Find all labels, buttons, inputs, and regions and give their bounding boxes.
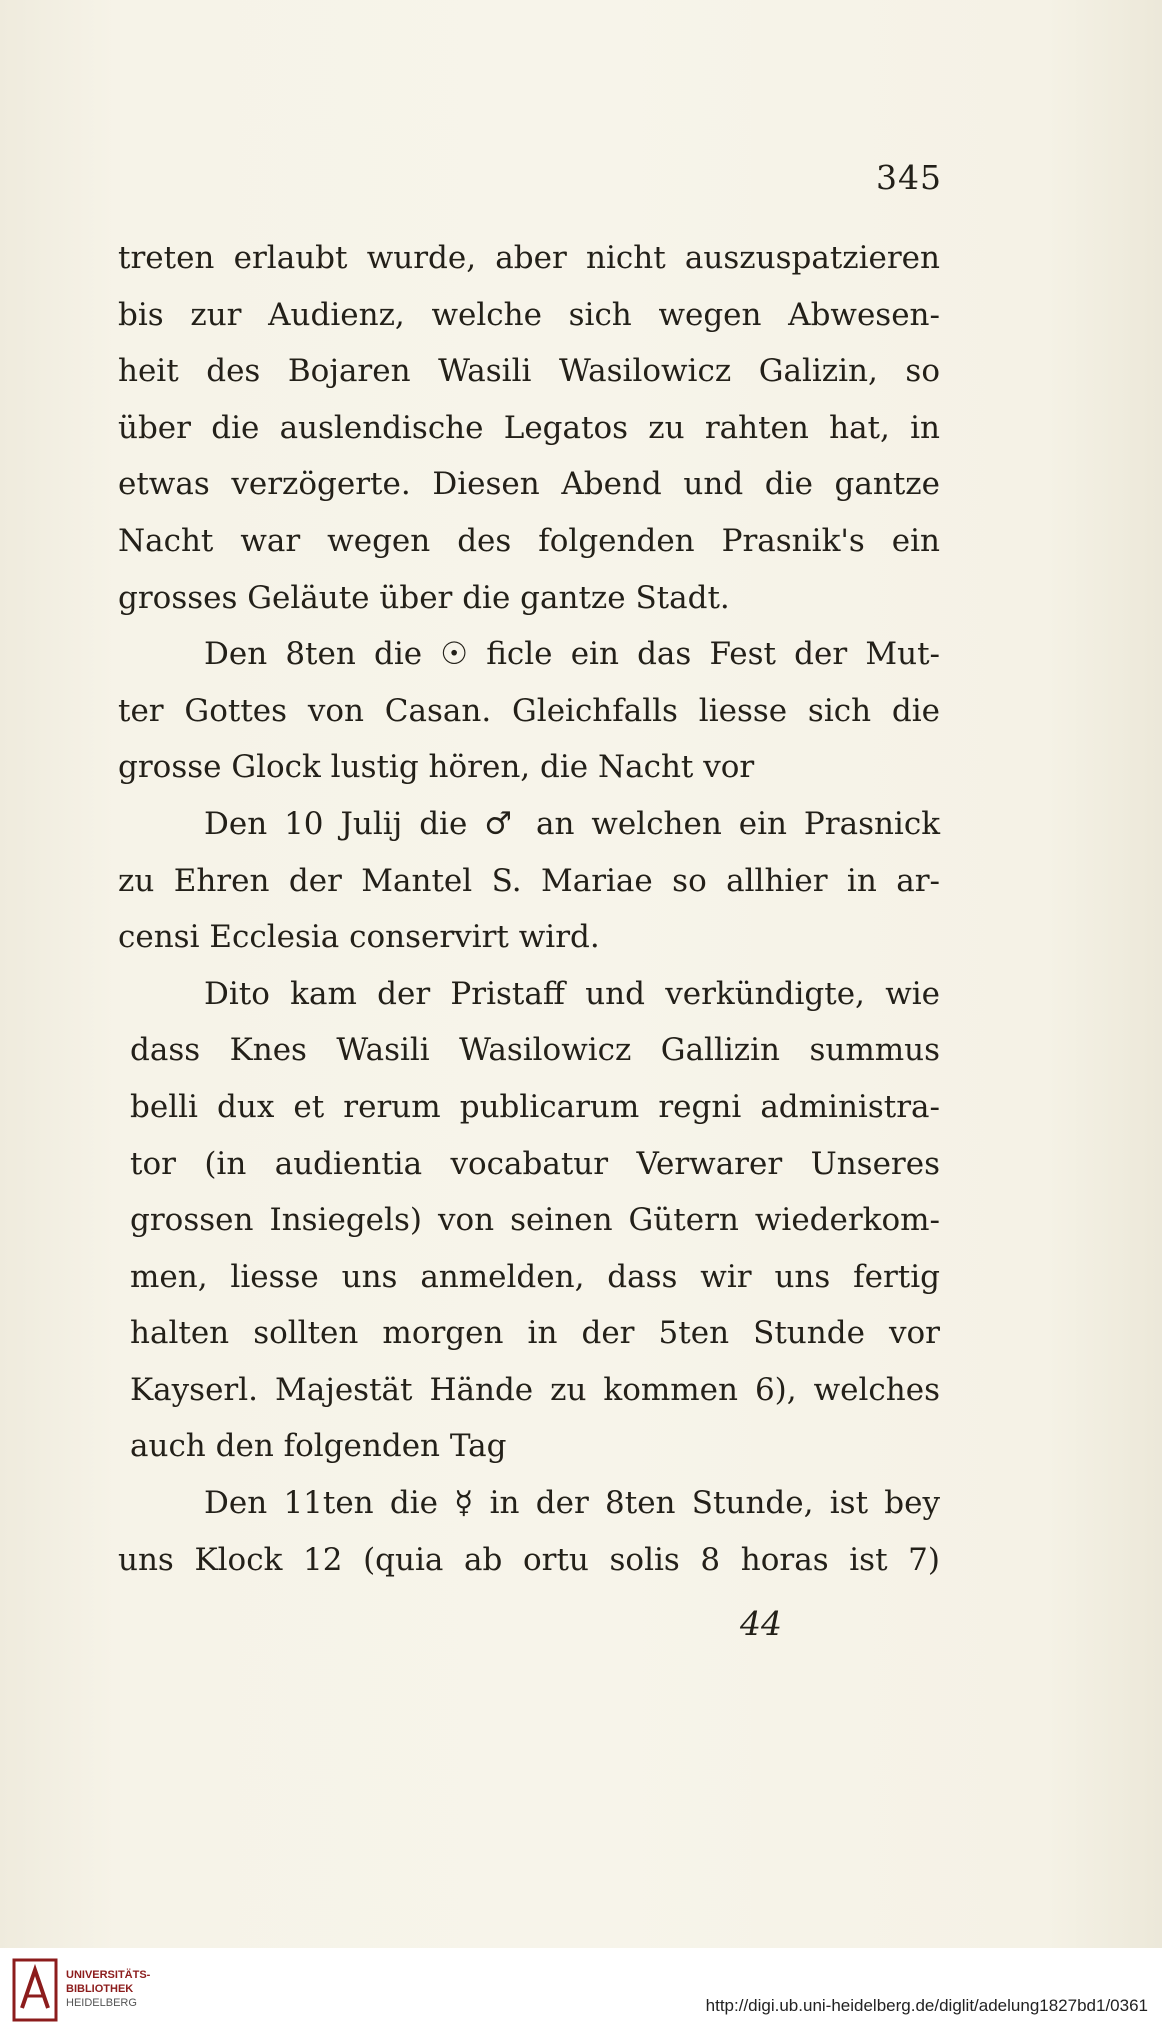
- text-line: Kayserl. Majestät Hände zu kommen 6), welches: [130, 1371, 940, 1408]
- text-line: belli dux et rerum publicarum regni administra-: [130, 1088, 940, 1125]
- text-line: men, liesse uns anmelden, dass wir uns fertig: [130, 1258, 940, 1295]
- text-line: bis zur Audienz, welche sich wegen Abwesen-: [118, 296, 940, 333]
- text-line: grosses Geläute über die gantze Stadt.: [118, 579, 730, 616]
- text-line: dass Knes Wasili Wasilowicz Gallizin summus: [130, 1032, 940, 1069]
- text-line: halten sollten morgen in der 5ten Stunde vor: [130, 1315, 940, 1352]
- text-line: Den 8ten die ☉ ficle ein das Fest der Mut-: [204, 636, 940, 673]
- text-line: uns Klock 12 (quia ab ortu solis 8 horas ist 7): [118, 1541, 940, 1578]
- text-line: censi Ecclesia conservirt wird.: [118, 919, 600, 956]
- text-line: grossen Insiegels) von seinen Gütern wiederkom-: [130, 1202, 940, 1239]
- text-line: Den 10 Julij die ♂ an welchen ein Prasnick: [204, 805, 940, 842]
- library-name: [66, 1968, 150, 2010]
- text-line: grosse Glock lustig hören, die Nacht vor: [118, 749, 755, 786]
- text-line: ter Gottes von Casan. Gleichfalls liesse sich die: [118, 692, 940, 729]
- text-line: heit des Bojaren Wasili Wasilowicz Galizin, so: [118, 353, 940, 390]
- library-name-line2: BIBLIOTHEK: [66, 1983, 134, 1995]
- text-line: etwas verzögerte. Diesen Abend und die gantze: [118, 466, 940, 503]
- text-line: Nacht war wegen des folgenden Prasnik's ein: [118, 522, 940, 559]
- text-line: Den 11ten die ☿ in der 8ten Stunde, ist bey: [204, 1485, 940, 1522]
- text-line: zu Ehren der Mantel S. Mariae so allhier in ar-: [118, 862, 940, 899]
- permalink-url[interactable]: http://digi.ub.uni-heidelberg.de/diglit/adelung1827bd1/0361: [705, 1996, 1148, 2015]
- text-line: über die auslendische Legatos zu rahten hat, in: [118, 409, 940, 446]
- library-name-line3: HEIDELBERG: [66, 1997, 137, 2009]
- text-line: auch den folgenden Tag: [130, 1428, 507, 1465]
- body-text: [118, 230, 940, 1588]
- library-seal-icon: [12, 1958, 58, 2022]
- library-logo[interactable]: [12, 1956, 172, 2024]
- text-line: tor (in audientia vocabatur Verwarer Unseres: [130, 1145, 940, 1182]
- footer-bar: [0, 1948, 1162, 2032]
- page-number: 345: [876, 158, 942, 197]
- printer-signature: 44: [740, 1604, 782, 1643]
- text-line: Dito kam der Pristaff und verkündigte, wie: [204, 975, 940, 1012]
- library-name-line1: UNIVERSITÄTS-: [66, 1969, 151, 1981]
- text-line: treten erlaubt wurde, aber nicht auszuspatzieren: [118, 240, 940, 276]
